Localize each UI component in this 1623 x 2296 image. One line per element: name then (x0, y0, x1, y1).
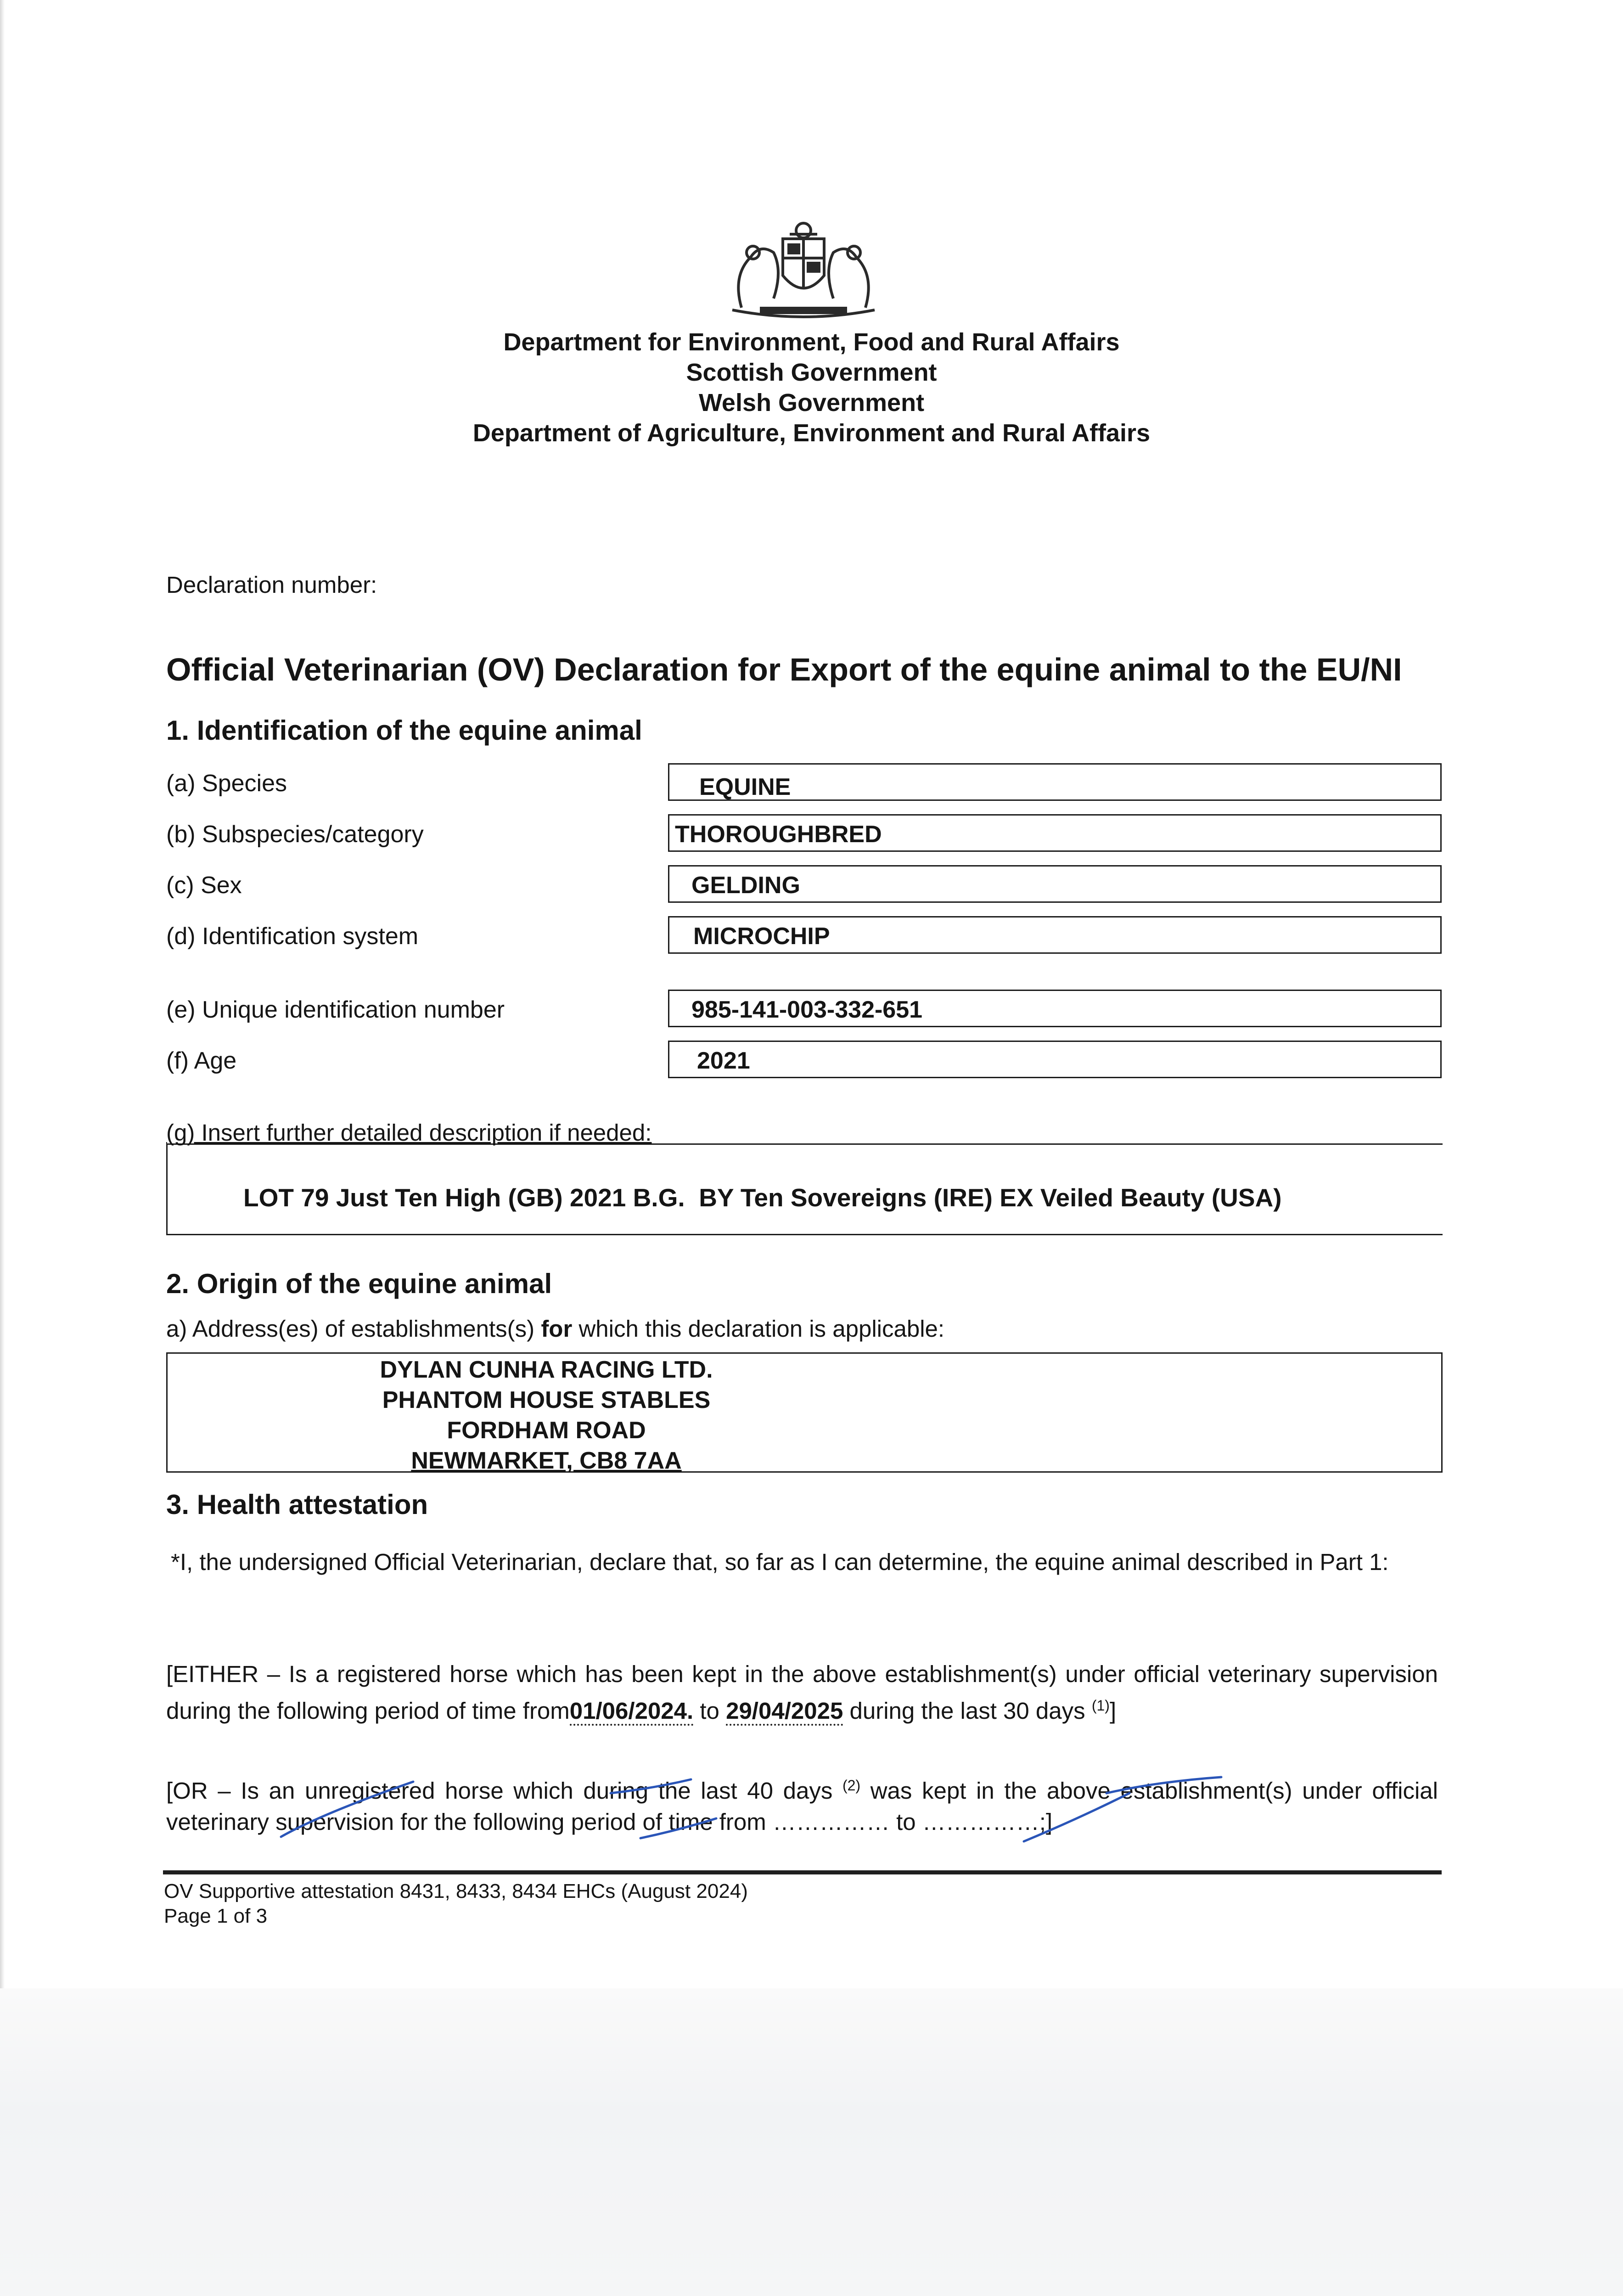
unique-id-value: 985-141-003-332-651 (691, 996, 923, 1023)
address-line-1: DYLAN CUNHA RACING LTD. (380, 1356, 713, 1383)
unique-id-field[interactable] (668, 990, 1442, 1027)
scan-background (0, 1988, 1623, 2296)
either-to-date: 29/04/2025 (726, 1698, 843, 1726)
section-1-heading: 1. Identification of the equine animal (166, 715, 642, 746)
address-line-3: FORDHAM ROAD (447, 1417, 646, 1444)
description-label: (g) Insert further detailed description if needed: (166, 1120, 652, 1146)
unique-id-label: (e) Unique identification number (166, 996, 505, 1023)
address-label: a) Address(es) of establishments(s) for which this declaration is applicable: (166, 1316, 945, 1342)
royal-coat-of-arms-icon (714, 220, 893, 321)
age-value: 2021 (697, 1047, 750, 1074)
department-line-4: Department of Agriculture, Environment and Rural Affairs (472, 419, 1151, 447)
department-line-3: Welsh Government (698, 389, 925, 416)
species-label: (a) Species (166, 770, 287, 797)
sex-field[interactable] (668, 865, 1442, 903)
footer-reference: OV Supportive attestation 8431, 8433, 8434 EHCs (August 2024) (164, 1880, 748, 1902)
footer-rule (163, 1870, 1442, 1874)
page-number: Page 1 of 3 (164, 1905, 268, 1927)
page-title: Official Veterinarian (OV) Declaration for Export of the equine animal to the EU/NI (166, 652, 1402, 687)
subspecies-field[interactable] (668, 814, 1442, 852)
department-line-2: Scottish Government (686, 359, 937, 386)
section-2-heading: 2. Origin of the equine animal (166, 1268, 552, 1299)
sex-value: GELDING (691, 872, 800, 899)
identification-system-value: MICROCHIP (693, 923, 830, 950)
section-3-heading: 3. Health attestation (166, 1489, 428, 1520)
either-from-date: 01/06/2024. (570, 1698, 693, 1726)
department-line-1: Department for Environment, Food and Rural Affairs (503, 328, 1120, 356)
address-line-2: PHANTOM HOUSE STABLES (382, 1387, 711, 1413)
subspecies-label: (b) Subspecies/category (166, 821, 424, 848)
sex-label: (c) Sex (166, 872, 242, 899)
address-line-4: NEWMARKET, CB8 7AA (411, 1447, 682, 1474)
subspecies-value: THOROUGHBRED (675, 821, 882, 848)
description-value: LOT 79 Just Ten High (GB) 2021 B.G. BY Ten Sovereigns (IRE) EX Veiled Beauty (USA) (243, 1183, 1282, 1212)
age-label: (f) Age (166, 1047, 237, 1074)
species-value: EQUINE (699, 774, 791, 800)
age-field[interactable] (668, 1041, 1442, 1078)
declaration-number-label: Declaration number: (166, 572, 377, 598)
or-clause: [OR – Is an unregistered horse which during the last 40 days $^{(2)}$ was kept in the above establishment(s) under official veterinary supervision for the following period of time from …………… to ……………;] (166, 1777, 1438, 1835)
attestation-intro: *I, the undersigned Official Veterinarian, declare that, so far as I can determine, the equine animal described in Part 1: (171, 1549, 1389, 1575)
identification-system-field[interactable] (668, 916, 1442, 954)
description-field[interactable] (166, 1143, 1443, 1235)
identification-system-label: (d) Identification system (166, 923, 419, 950)
either-clause: [EITHER – Is a registered horse which has been kept in the above establishment(s) under official veterinary supervision during the following period of time from01/06/2024. to 29/04/2025 during the last 30 days $^{(1)}$] (166, 1659, 1438, 1727)
species-field[interactable] (668, 763, 1442, 801)
